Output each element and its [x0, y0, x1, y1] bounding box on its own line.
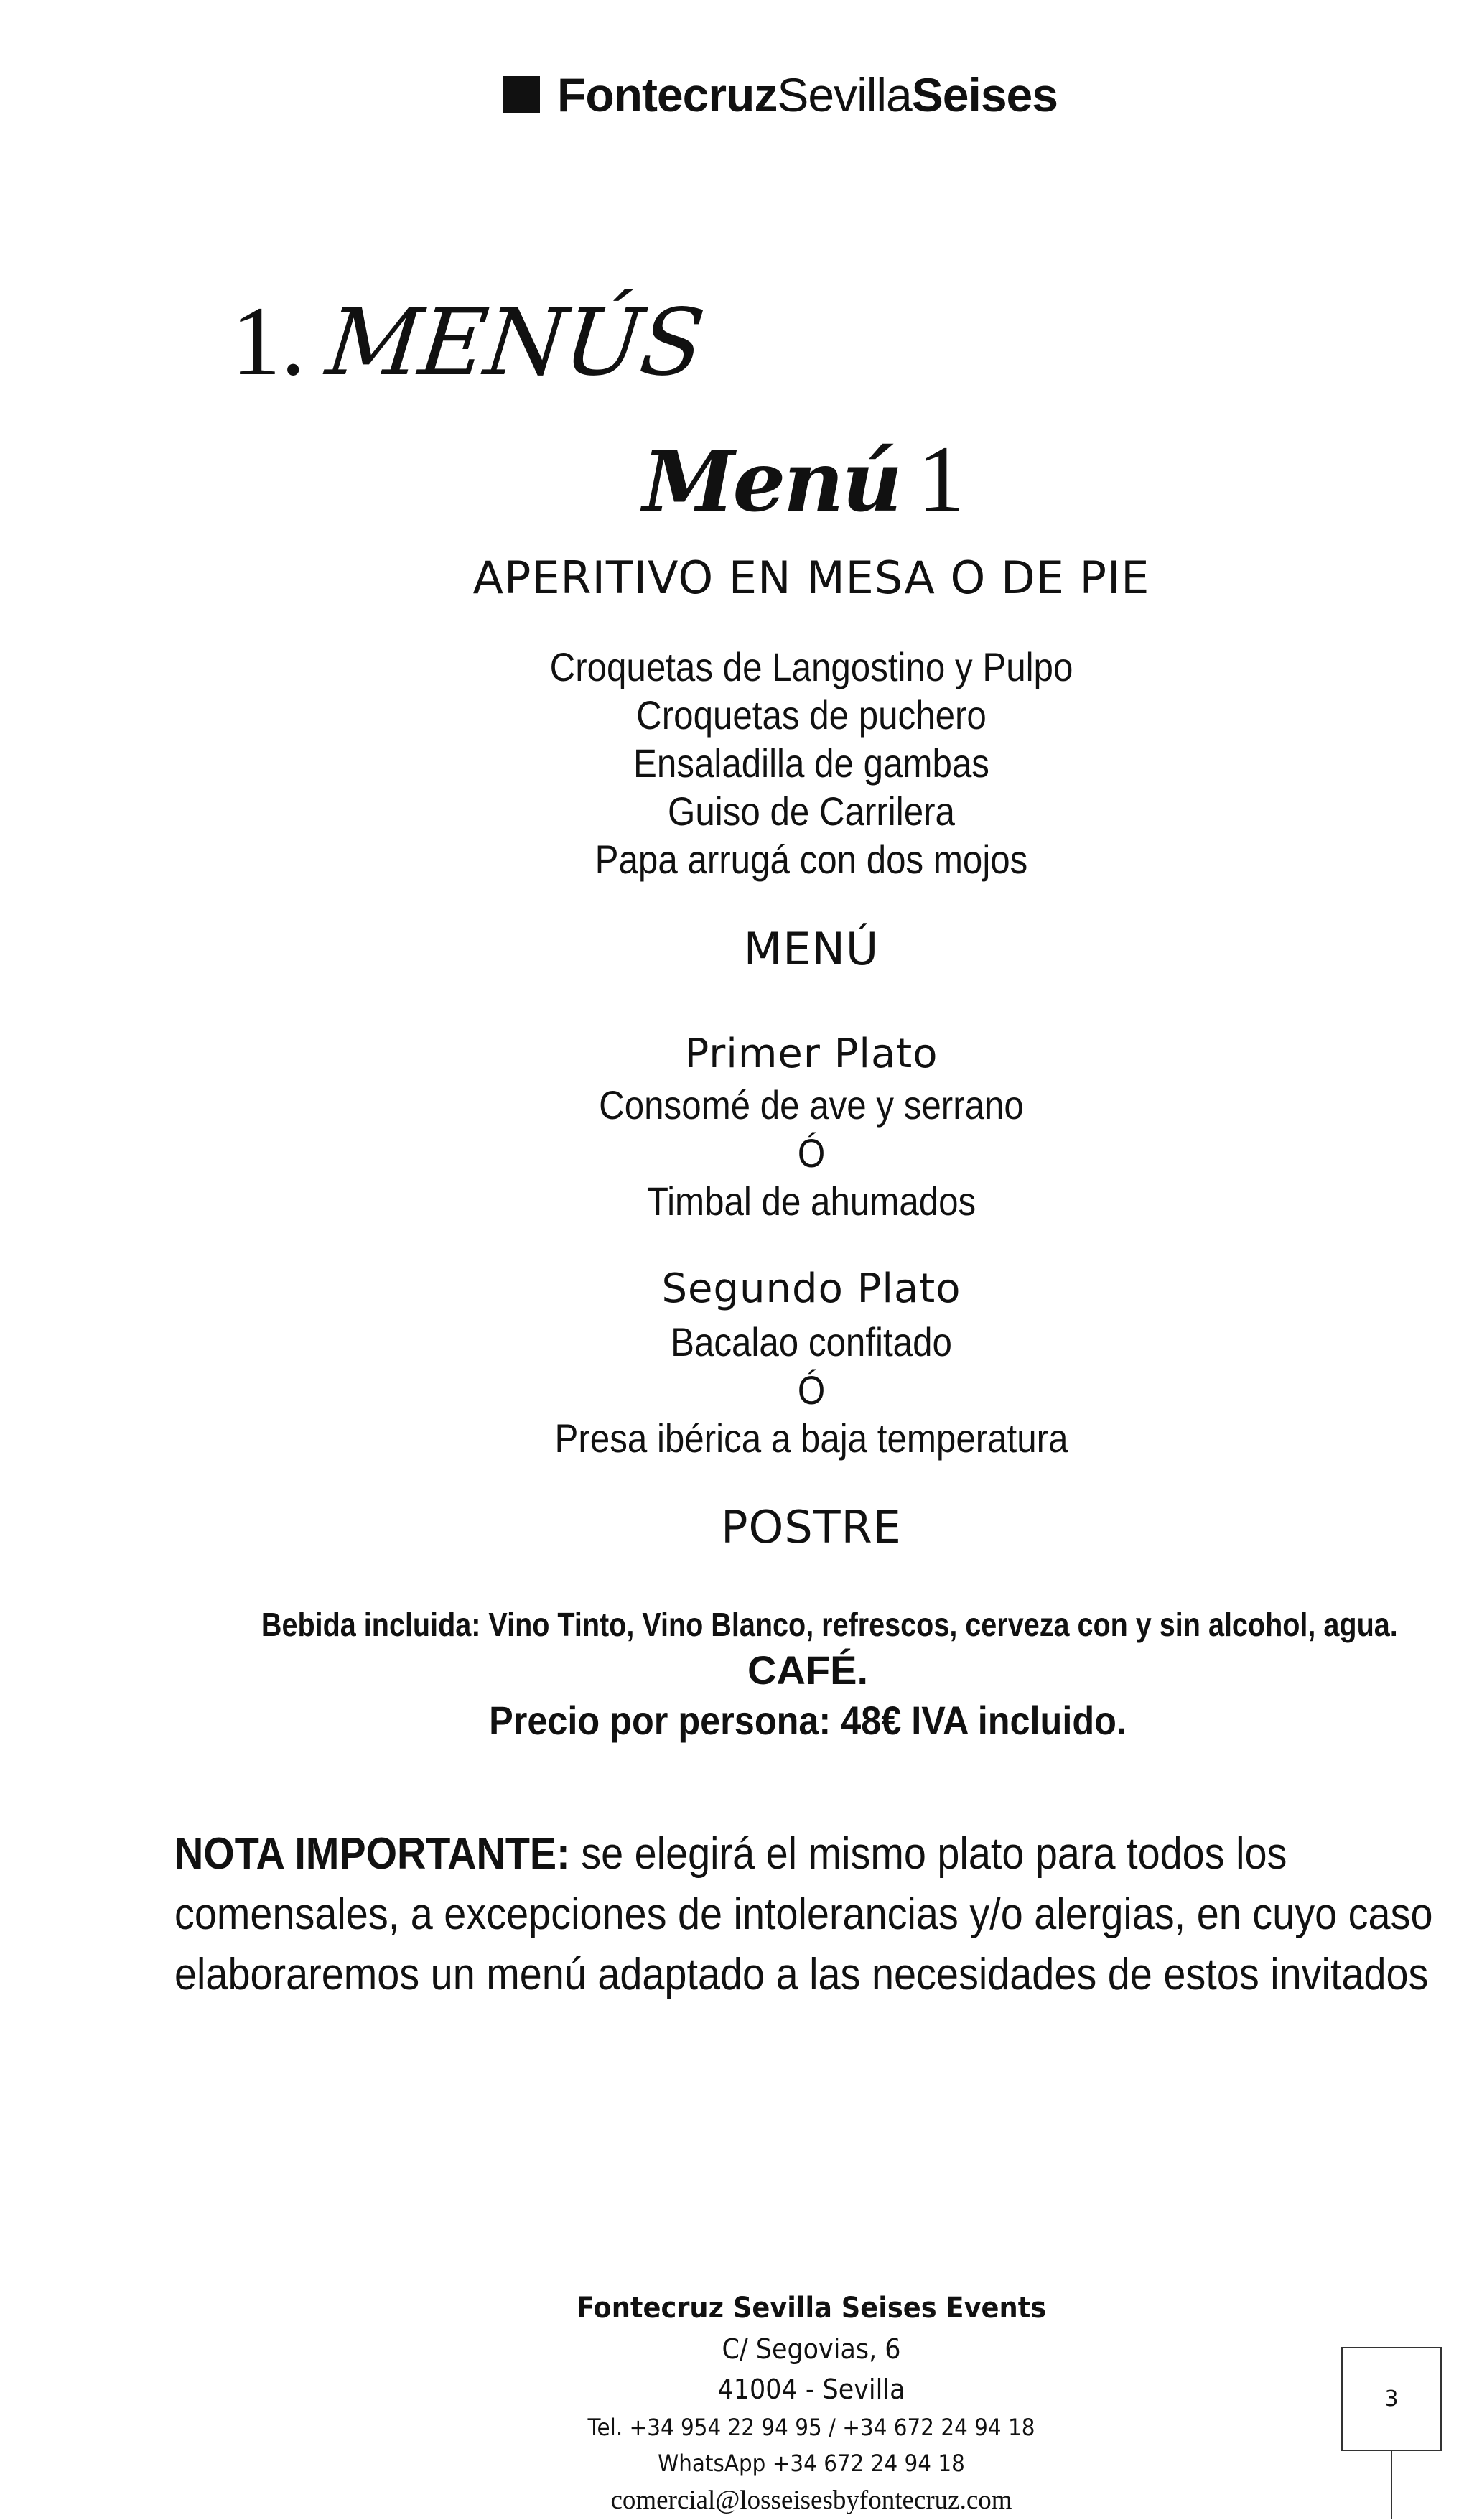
segundo-or: Ó [797, 1367, 826, 1413]
brand-part-seises: Seises [911, 68, 1058, 121]
segundo-plato-options [299, 1318, 1323, 1462]
bebida-incluida: Bebida incluida: Vino Tinto, Vino Blanco, refrescos, cerveza con y sin alcohol, agua. [261, 1606, 1398, 1643]
section-number: 1. [231, 286, 306, 396]
segundo-option-2: Presa ibérica a baja temperatura [554, 1415, 1068, 1461]
postre-block [230, 1501, 1393, 1553]
list-item: Croquetas de puchero [636, 692, 987, 738]
footer-whatsapp: WhatsApp +34 672 24 94 18 [658, 2450, 965, 2477]
brand-logo [503, 66, 1149, 124]
note-line-2: comensales, a excepciones de intolerancias y/o alergias, en cuyo caso [174, 1889, 1433, 1939]
segundo-plato-heading: Segundo Plato [661, 1265, 961, 1312]
menu-title [0, 424, 1464, 539]
segundo-option-1: Bacalao confitado [671, 1319, 952, 1364]
footer-company: Fontecruz Sevilla Seises Events [576, 2292, 1047, 2325]
footer-email: comercial@losseisesbyfontecruz.com [610, 2486, 1012, 2515]
primer-or: Ó [797, 1130, 826, 1176]
menu-heading: MENÚ [743, 923, 880, 975]
page-number-box [1341, 2347, 1442, 2451]
postre-heading: POSTRE [721, 1501, 902, 1553]
menu-heading-block [230, 923, 1393, 975]
note-label: NOTA IMPORTANTE: [174, 1829, 570, 1879]
primer-plato-block [230, 1031, 1393, 1077]
aperitivo-heading: APERITIVO EN MESA O DE PIE [472, 552, 1150, 604]
primer-option-1: Consomé de ave y serrano [599, 1082, 1024, 1128]
aperitivo-heading-block [230, 552, 1393, 604]
note-line-3: elaboraremos un menú adaptado a las necesidades de estos invitados [174, 1950, 1429, 1999]
price-label: Precio por persona: 48€ IVA incluido. [489, 1698, 1127, 1743]
cafe-label: CAFÉ. [747, 1647, 868, 1693]
primer-plato-options [299, 1081, 1323, 1225]
important-note [174, 1824, 1433, 2005]
footer-city: 41004 - Sevilla [717, 2373, 905, 2405]
footer-phone: Tel. +34 954 22 94 95 / +34 672 24 94 18 [587, 2414, 1035, 2441]
brand-part-fontecruz: Fontecruz [557, 68, 778, 121]
primer-plato-heading: Primer Plato [684, 1031, 938, 1077]
brand-part-sevilla: Sevilla [777, 68, 912, 121]
list-item: Guiso de Carrilera [668, 789, 955, 834]
page-number-divider [1391, 2451, 1392, 2519]
list-item: Croquetas de Langostino y Pulpo [549, 644, 1073, 689]
brand-square-icon [503, 76, 540, 113]
aperitivo-list [299, 643, 1323, 883]
primer-option-2: Timbal de ahumados [646, 1178, 976, 1224]
note-line-1: se elegirá el mismo plato para todos los [569, 1829, 1287, 1879]
menu-title-word: Menú [643, 433, 900, 531]
section-heading [231, 284, 877, 406]
drinks-and-price [172, 1603, 1443, 1747]
footer-contact [517, 2287, 1106, 2520]
page-number: 3 [1384, 2386, 1399, 2412]
segundo-plato-block [230, 1265, 1393, 1312]
list-item: Ensaladilla de gambas [633, 740, 989, 786]
footer-street: C/ Segovias, 6 [722, 2333, 901, 2365]
list-item: Papa arrugá con dos mojos [595, 837, 1028, 882]
section-title: MENÚS [321, 289, 708, 396]
menu-title-number: 1 [917, 426, 965, 531]
